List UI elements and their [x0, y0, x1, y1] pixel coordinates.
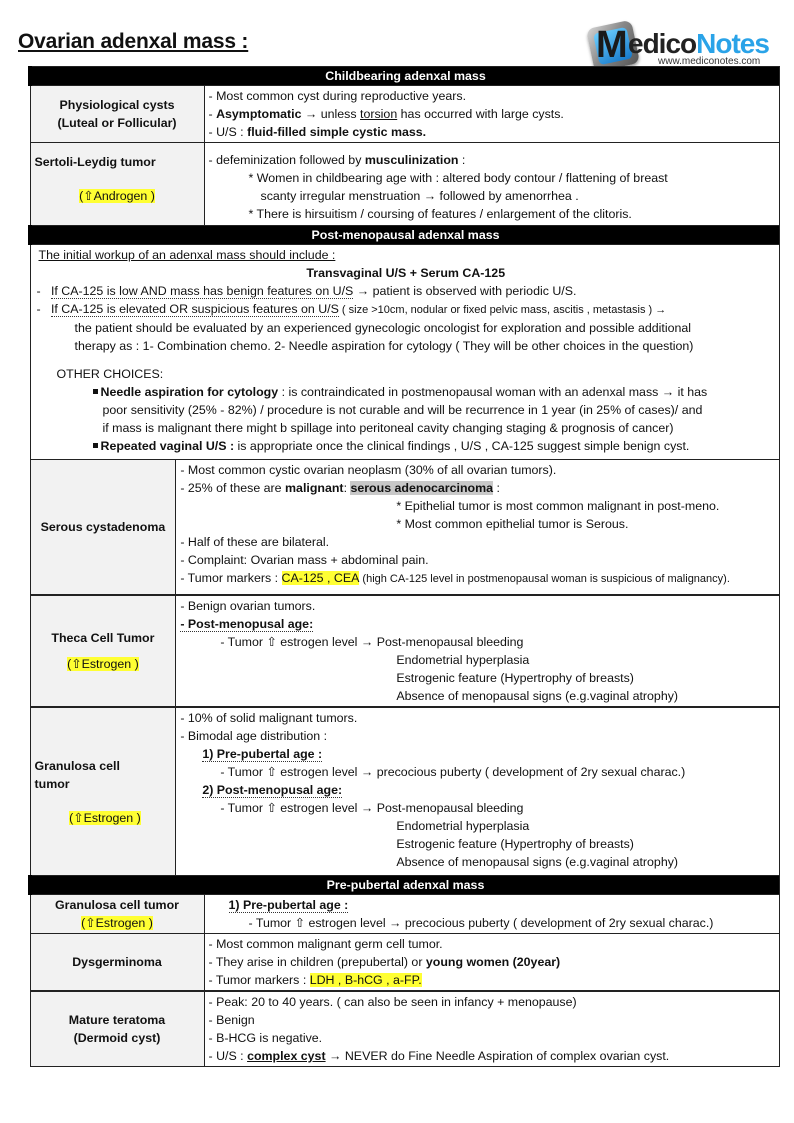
- row-dysgerminoma: [30, 934, 780, 992]
- row-initial-workup: [30, 245, 780, 460]
- tumor-markers-highlight: CA-125 , CEA: [281, 571, 360, 585]
- text-span: - Tumor markers :: [180, 571, 282, 585]
- row-serous-cystadenoma: [30, 460, 780, 596]
- text-span: edico: [628, 28, 697, 59]
- text-span: Asymptomatic: [216, 107, 302, 121]
- row-sertoli-leydig: [30, 143, 780, 226]
- text-span: - U/S :: [208, 125, 248, 139]
- content-granulosa-cell: - 10% of solid malignant tumors. - Bimodal age distribution : 1) Pre-pubertal age : - Tumor ⇧ estrogen level → precocious puberty ( development of 2ry sexual charac.) 2) Post-menopusal age: - Tumor ⇧ estrogen level → Post-menopausal bleeding Endometrial hyperplasia Estrogenic feature (Hypertrophy of breasts) Absence of menopausal signs (e.g.vaginal atrophy): [176, 707, 780, 876]
- text-span: torsion: [360, 107, 398, 121]
- bullet-icon: [93, 389, 98, 394]
- choice-repeated-us: [37, 437, 776, 455]
- text-span: (high CA-125 level in postmenopausal woman is suspicious of malignancy).: [359, 573, 730, 585]
- text-span: Needle aspiration for cytology: [100, 385, 279, 399]
- hormone-badge-estrogen: (⇧Estrogen ): [69, 810, 141, 825]
- content-serous-cystadenoma: - Most common cystic ovarian neoplasm (30% of all ovarian tumors). - 25% of these are malignant: serous adenocarcinoma : * Epithelial tumor is most common malignant in post-meno. * Most common epithelial tumor is Serous. - Half of these are bilateral. - Complaint: Ovarian mass + abdominal pain. - Tumor markers : CA-125 , CEA (high CA-125 level in postmenopausal woman is suspicious of malignancy).: [176, 460, 780, 596]
- text-span: -: [208, 107, 217, 121]
- text-span: :: [343, 481, 351, 495]
- text-span: - U/S :: [208, 1049, 248, 1063]
- content-granulosa-prepubertal: 1) Pre-pubertal age : - Tumor ⇧ estrogen level → precocious puberty ( development of 2ry sexual charac.): [204, 895, 780, 934]
- text-span: - 25% of these are: [180, 481, 286, 495]
- bullet-icon: [93, 443, 98, 448]
- row-physiological-cysts: [30, 86, 780, 143]
- text-span: → unless: [301, 107, 361, 121]
- text-span: young women (20year): [425, 955, 561, 969]
- label-sertoli-leydig: Sertoli-Leydig tumor (⇧Androgen ): [30, 143, 204, 226]
- logo-mark: M: [596, 24, 628, 66]
- text-span: :: [493, 481, 500, 495]
- label-mature-teratoma: Mature teratoma (Dermoid cyst): [30, 991, 204, 1067]
- section-header-postmenopausal: Post-menopausal adenxal mass: [30, 226, 780, 245]
- text-span: → patient is observed with periodic U/S.: [353, 284, 577, 298]
- page-title: Ovarian adenxal mass :: [18, 30, 249, 53]
- content-mature-teratoma: - Peak: 20 to 40 years. ( can also be seen in infancy + menopause) - Benign - B-HCG is negative. - U/S : complex cyst → NEVER do Fine Needle Aspiration of complex ovarian cyst.: [204, 991, 780, 1067]
- text-span: If CA-125 is low AND mass has benign features on U/S: [50, 284, 354, 298]
- text-span: malignant: [285, 481, 344, 495]
- content-initial-workup: The initial workup of an adenxal mass should include : Transvaginal U/S + Serum CA-125 - If CA-125 is low AND mass has benign features on U/S → patient is observed with periodic U/S. - If CA-125 is elevated OR suspicious features on U/S ( size >10cm, nodular or fixed pelvic mass, ascitis , metastasis ) → the patient should be evaluated by an experienced gynecologic oncologist for exploration and possible additional therapy as : 1- Combination chemo. 2- Needle aspiration for cytology ( They will be other choices in the question) OTHER CHOICES: Needle aspiration for cytology : is contraindicated in postmenopausal woman with an adenxal mass → it has poor sensitivity (25% - 82%) / procedure is not curable and will be recurrence in 1 year (in 25% of cases)/ and if mass is malignant there might b spillage into peritoneal cavity changing staging & prognosis of cancer) Repeated vaginal U/S : is appropriate once the clinical findings , U/S , CA-125 suggest simple benign cyst.: [30, 245, 780, 460]
- tumor-markers-highlight: LDH , B-hCG , a-FP.: [309, 973, 422, 987]
- adenxal-mass-table: [28, 66, 780, 1067]
- text-span: ( size >10cm, nodular or fixed pelvic mass, ascitis , metastasis ) →: [338, 304, 667, 316]
- content-dysgerminoma: - Most common malignant germ cell tumor. - They arise in children (prepubertal) or young women (20year) - Tumor markers : LDH , B-hCG , a-FP.: [204, 934, 780, 992]
- row-theca-cell: [30, 595, 780, 707]
- label-granulosa-cell: Granulosa cell tumor (⇧Estrogen ): [30, 707, 176, 876]
- text-span: is appropriate once the clinical findings , U/S , CA-125 suggest simple benign cyst.: [234, 439, 690, 453]
- row-mature-teratoma: [30, 991, 780, 1067]
- text-span: If CA-125 is elevated OR suspicious features on U/S: [50, 302, 339, 316]
- choice-needle-aspiration: [37, 383, 776, 401]
- section-header-childbearing: Childbearing adenxal mass: [30, 67, 780, 86]
- text-span: has occurred with large cysts.: [397, 107, 564, 121]
- hormone-badge-estrogen: (⇧Estrogen ): [81, 916, 153, 930]
- row-granulosa-prepubertal: [30, 895, 780, 934]
- text-span: Notes: [696, 28, 769, 59]
- text-span: musculinization: [364, 153, 459, 167]
- content-theca-cell: - Benign ovarian tumors. - Post-menopusal age: - Tumor ⇧ estrogen level → Post-menopausal bleeding Endometrial hyperplasia Estrogenic feature (Hypertrophy of breasts) Absence of menopausal signs (e.g.vaginal atrophy): [176, 595, 780, 707]
- text-span: : is contraindicated in postmenopausal woman with an adenxal mass → it has: [278, 385, 708, 399]
- text-span: → NEVER do Fine Needle Aspiration of complex ovarian cyst.: [325, 1049, 670, 1063]
- text-span: - Tumor markers :: [208, 973, 310, 987]
- text-span: 2) Post-menopusal age:: [202, 783, 343, 797]
- text-span: Repeated vaginal U/S :: [100, 439, 235, 453]
- row-granulosa-postmeno: [30, 707, 780, 876]
- text-span: - defeminization followed by: [208, 153, 365, 167]
- text-span: complex cyst: [247, 1049, 326, 1063]
- text-span: 1) Pre-pubertal age :: [228, 898, 349, 912]
- section-header-prepubertal: Pre-pubertal adenxal mass: [30, 876, 780, 895]
- text-span: - Post-menopusal age:: [180, 617, 314, 631]
- logo-url: www.mediconotes.com: [658, 56, 761, 67]
- logo-name: [628, 30, 769, 58]
- text-span: - They arise in children (prepubertal) or: [208, 955, 426, 969]
- hormone-badge-estrogen: (⇧Estrogen ): [67, 657, 139, 671]
- label-serous-cystadenoma: Serous cystadenoma: [30, 460, 176, 596]
- label-physiological-cysts: Physiological cysts (Luteal or Follicular): [30, 86, 204, 143]
- content-sertoli-leydig: - defeminization followed by musculinization : * Women in childbearing age with : altered body contour / flattening of breast scanty irregular menstruation → followed by amenorrhea . * There is hirsuitism / coursing of features / enlargement of the clitoris.: [204, 143, 780, 226]
- hormone-badge-androgen: (⇧Androgen ): [79, 189, 155, 203]
- content-physiological-cysts: - Most common cyst during reproductive years. - Asymptomatic → unless torsion has occurred with large cysts. - U/S : fluid-filled simple cystic mass.: [204, 86, 780, 143]
- label-granulosa-prepubertal: Granulosa cell tumor (⇧Estrogen ): [30, 895, 204, 934]
- text-span: fluid-filled simple cystic mass.: [247, 125, 427, 139]
- label-dysgerminoma: Dysgerminoma: [30, 934, 204, 992]
- text-span: 1) Pre-pubertal age :: [202, 747, 323, 761]
- text-span: serous adenocarcinoma: [350, 481, 493, 495]
- label-theca-cell: Theca Cell Tumor (⇧Estrogen ): [30, 595, 176, 707]
- text-span: :: [458, 153, 466, 167]
